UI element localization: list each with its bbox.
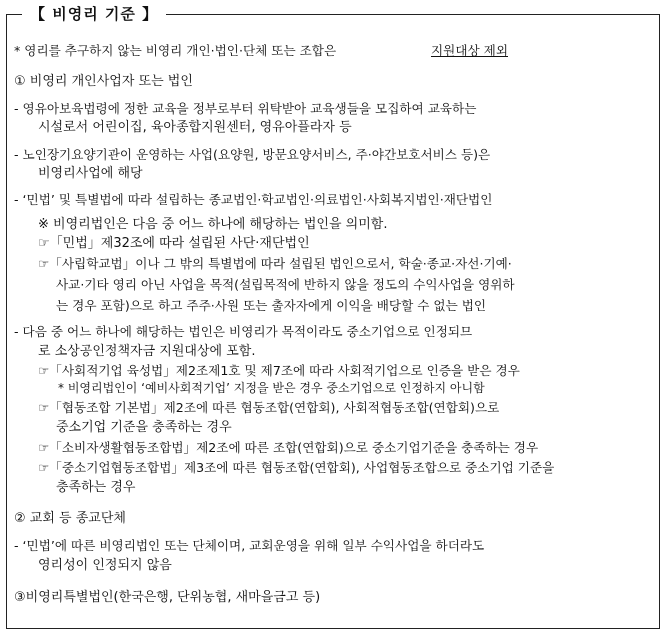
intro-note: * 영리를 추구하지 않는 비영리 개인·법인·단체 또는 조합은 xyxy=(14,43,341,58)
bullet-2-line-1: - 노인장기요양기관이 운영하는 사업(요양원, 방문요양서비스, 주·야간보호서비스 등)은 xyxy=(14,147,491,162)
ref-civil-act: ☞「민법」제32조에 따라 설립된 사단·재단법인 xyxy=(38,236,310,251)
ref-private-school-1: ☞「사립학교법」이나 그 밖의 특별법에 따라 설립된 법인으로서, 학술·종교·자선·기예· xyxy=(38,256,512,271)
bullet-5-line-1: - ‘민법’에 따른 비영리법인 또는 단체이며, 교회운영을 위해 일부 수익사업을 하더라도 xyxy=(14,538,485,553)
ref-sme-coop-1: ☞「중소기업협동조합법」제3조에 따른 협동조합(연합회), 사업협동조합으로 중소기업 기준을 xyxy=(38,460,555,475)
note-nonprofit: ※ 비영리법인은 다음 중 어느 하나에 해당하는 법인을 의미함. xyxy=(38,217,388,232)
ref-private-school-2: 사교·기타 영리 아닌 사업을 목적(설립목적에 반하지 않을 정도의 수익사업을 영위하 xyxy=(56,277,515,292)
bullet-1-line-1: - 영유아보육법령에 정한 교육을 정부로부터 위탁받아 교육생들을 모집하여 교육하는 xyxy=(14,101,477,116)
ref-social-enterprise: ☞「사회적기업 육성법」제2조제1호 및 제7조에 따라 사회적기업으로 인증을 받은 경우 xyxy=(38,363,520,378)
bullet-5-line-2: 영리성이 인정되지 않음 xyxy=(38,558,172,573)
ref-coop-act-1: ☞「협동조합 기본법」제2조에 따른 협동조합(연합회), 사회적협동조합(연합회)으로 xyxy=(38,400,500,415)
bullet-2-line-2: 비영리사업에 해당 xyxy=(38,166,143,181)
bullet-1-line-2: 시설로서 어린이집, 육아종합지원센터, 영유아플라자 등 xyxy=(38,120,352,135)
section-title: 【 비영리 기준 】 xyxy=(22,3,166,24)
ref-sme-coop-2: 충족하는 경우 xyxy=(56,480,136,495)
bullet-3: - ‘민법’ 및 특별법에 따라 설립하는 종교법인·학교법인·의료법인·사회복지법인·재단법인 xyxy=(14,192,493,207)
note-prelim-social-enterprise: * 비영리법인이 ‘예비사회적기업’ 지정을 받은 경우 중소기업으로 인정하지 아니함 xyxy=(58,381,485,395)
ref-consumer-coop: ☞「소비자생활협동조합법」제2조에 따른 조합(연합회)으로 중소기업기준을 충족하는 경우 xyxy=(38,440,539,455)
intro-note-underlined: 지원대상 제외 xyxy=(431,43,508,58)
ref-private-school-3: 는 경우 포함)으로 하고 주주·사원 또는 출자자에게 이익을 배당할 수 없는 법인 xyxy=(56,298,487,313)
bullet-4-line-2: 로 소상공인정책자금 지원대상에 포함. xyxy=(38,344,256,359)
heading-1: ① 비영리 개인사업자 또는 법인 xyxy=(14,74,193,89)
bullet-4-line-1: - 다음 중 어느 하나에 해당하는 법인은 비영리가 목적이라도 중소기업으로 인정되므 xyxy=(14,324,473,339)
heading-2: ② 교회 등 종교단체 xyxy=(14,511,126,526)
ref-coop-act-2: 중소기업 기준을 충족하는 경우 xyxy=(56,420,232,435)
heading-3: ③비영리특별법인(한국은행, 단위농협, 새마을금고 등) xyxy=(14,590,321,605)
